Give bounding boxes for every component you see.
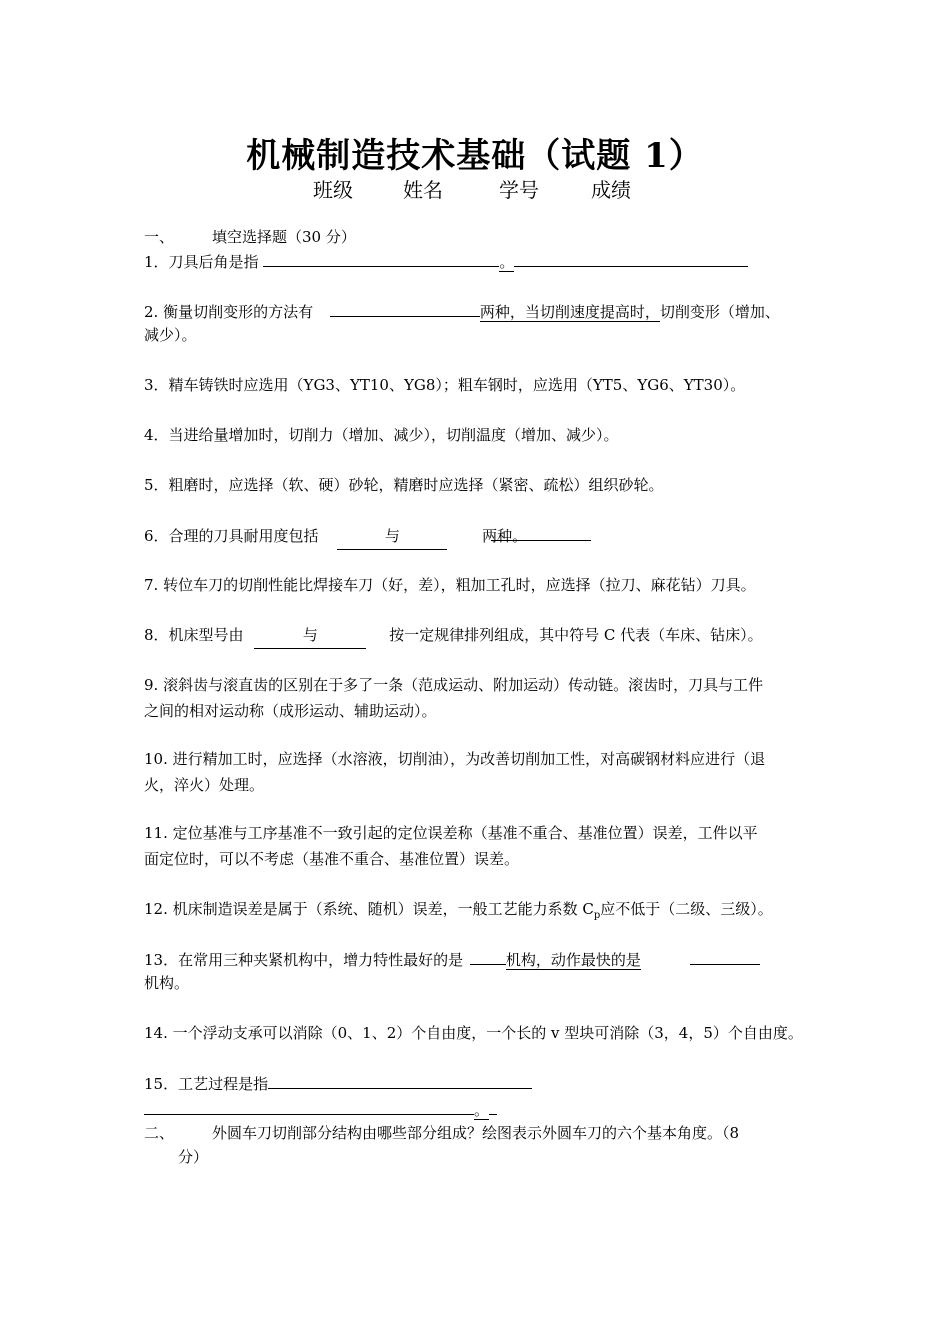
question-11-line-1: 11. 定位基准与工序基准不一致引起的定位误差称（基准不重合、基准位置）误差，工件以平 — [144, 824, 758, 842]
blank[interactable] — [263, 248, 499, 267]
question-text: 12. 机床制造误差是属于（系统、随机）误差，一般工艺能力系数 C — [144, 900, 594, 918]
blank-end: 。 — [474, 1101, 490, 1119]
field-student-id: 学号 — [499, 178, 539, 202]
question-9-line-2: 之间的相对运动称（成形运动、辅助运动）。 — [144, 702, 437, 720]
blank[interactable] — [514, 248, 748, 267]
blank[interactable] — [470, 946, 506, 965]
question-14: 14. 一个浮动支承可以消除（0、1、2）个自由度，一个长的 v 型块可消除（3，4，5）个自由度。 — [144, 1024, 803, 1042]
blank-end: 。 — [499, 253, 515, 271]
question-text: 切削变形（增加、 — [659, 303, 780, 321]
blank[interactable]: 与 — [337, 523, 447, 550]
blank[interactable] — [268, 1070, 532, 1089]
question-text: 按一定规律排列组成，其中符号 C 代表（车床、钻床）。 — [389, 626, 763, 644]
section-2-question-cont: 分） — [178, 1148, 209, 1166]
question-text: 1．刀具后角是指 — [144, 253, 259, 271]
question-2-cont: 减少）。 — [144, 326, 197, 344]
question-7: 7. 转位车刀的切削性能比焊接车刀（好，差），粗加工孔时，应选择（拉刀、麻花钻）刀具。 — [144, 576, 756, 594]
question-text: 15．工艺过程是指 — [144, 1075, 269, 1093]
blank[interactable]: 与 — [254, 622, 366, 649]
section-number: 二、 — [144, 1124, 175, 1142]
header-fields — [313, 174, 631, 203]
question-15 — [144, 1070, 814, 1097]
question-text: 机构，动作最快的是 — [505, 951, 641, 969]
question-1 — [144, 248, 814, 275]
section-2-question — [144, 1120, 814, 1146]
question-12 — [144, 896, 814, 929]
question-text: 应不低于（二级、三级）。 — [600, 900, 773, 918]
question-text: 2. 衡量切削变形的方法有 — [144, 303, 314, 321]
question-text: 外圆车刀切削部分结构由哪些部分组成？绘图表示外圆车刀的六个基本角度。（8 — [212, 1124, 740, 1142]
page-title: 机械制造技术基础（试题 1） — [246, 136, 704, 176]
question-5: 5．粗磨时，应选择（软、硬）砂轮，精磨时应选择（紧密、疏松）组织砂轮。 — [144, 476, 664, 494]
question-11-line-2: 面定位时，可以不考虑（基准不重合、基准位置）误差。 — [144, 850, 520, 868]
question-10-line-1: 10. 进行精加工时，应选择（水溶液，切削油），为改善切削加工性，对高碳钢材料应进行（退 — [144, 750, 766, 768]
field-class: 班级 — [313, 178, 353, 202]
question-text: 两种，当切削速度提高时， — [479, 303, 660, 321]
question-text: 13．在常用三种夹紧机构中，增力特性最好的是 — [144, 951, 464, 969]
question-text: 6．合理的刀具耐用度包括 — [144, 527, 319, 545]
question-text: 两种。 — [482, 527, 528, 545]
question-13 — [144, 946, 814, 973]
question-10-line-2: 火，淬火）处理。 — [144, 776, 265, 794]
question-4: 4．当进给量增加时，切削力（增加、减少），切削温度（增加、减少）。 — [144, 426, 619, 444]
question-3: 3．精车铸铁时应选用（YG3、YT10、YG8）；粗车钢时，应选用（YT5、YG6、YT30）。 — [144, 376, 746, 394]
subscript: p — [593, 910, 601, 921]
section-title: 填空选择题（30 分） — [212, 228, 356, 246]
blank[interactable] — [491, 522, 591, 541]
blank[interactable] — [690, 946, 760, 965]
section-number: 一、 — [144, 228, 175, 246]
blank[interactable] — [144, 1096, 474, 1115]
question-9-line-1: 9. 滚斜齿与滚直齿的区别在于多了一条（范成运动、附加运动）传动链。滚齿时，刀具与工件 — [144, 676, 764, 694]
section-1-heading — [144, 224, 356, 250]
question-6 — [144, 522, 814, 550]
question-text: 8．机床型号由 — [144, 626, 244, 644]
field-score: 成绩 — [591, 178, 631, 202]
field-name: 姓名 — [403, 178, 443, 202]
blank[interactable] — [330, 298, 480, 317]
question-15-cont — [144, 1096, 814, 1123]
question-8 — [144, 622, 814, 649]
question-2 — [144, 298, 814, 325]
question-13-cont: 机构。 — [144, 974, 190, 992]
